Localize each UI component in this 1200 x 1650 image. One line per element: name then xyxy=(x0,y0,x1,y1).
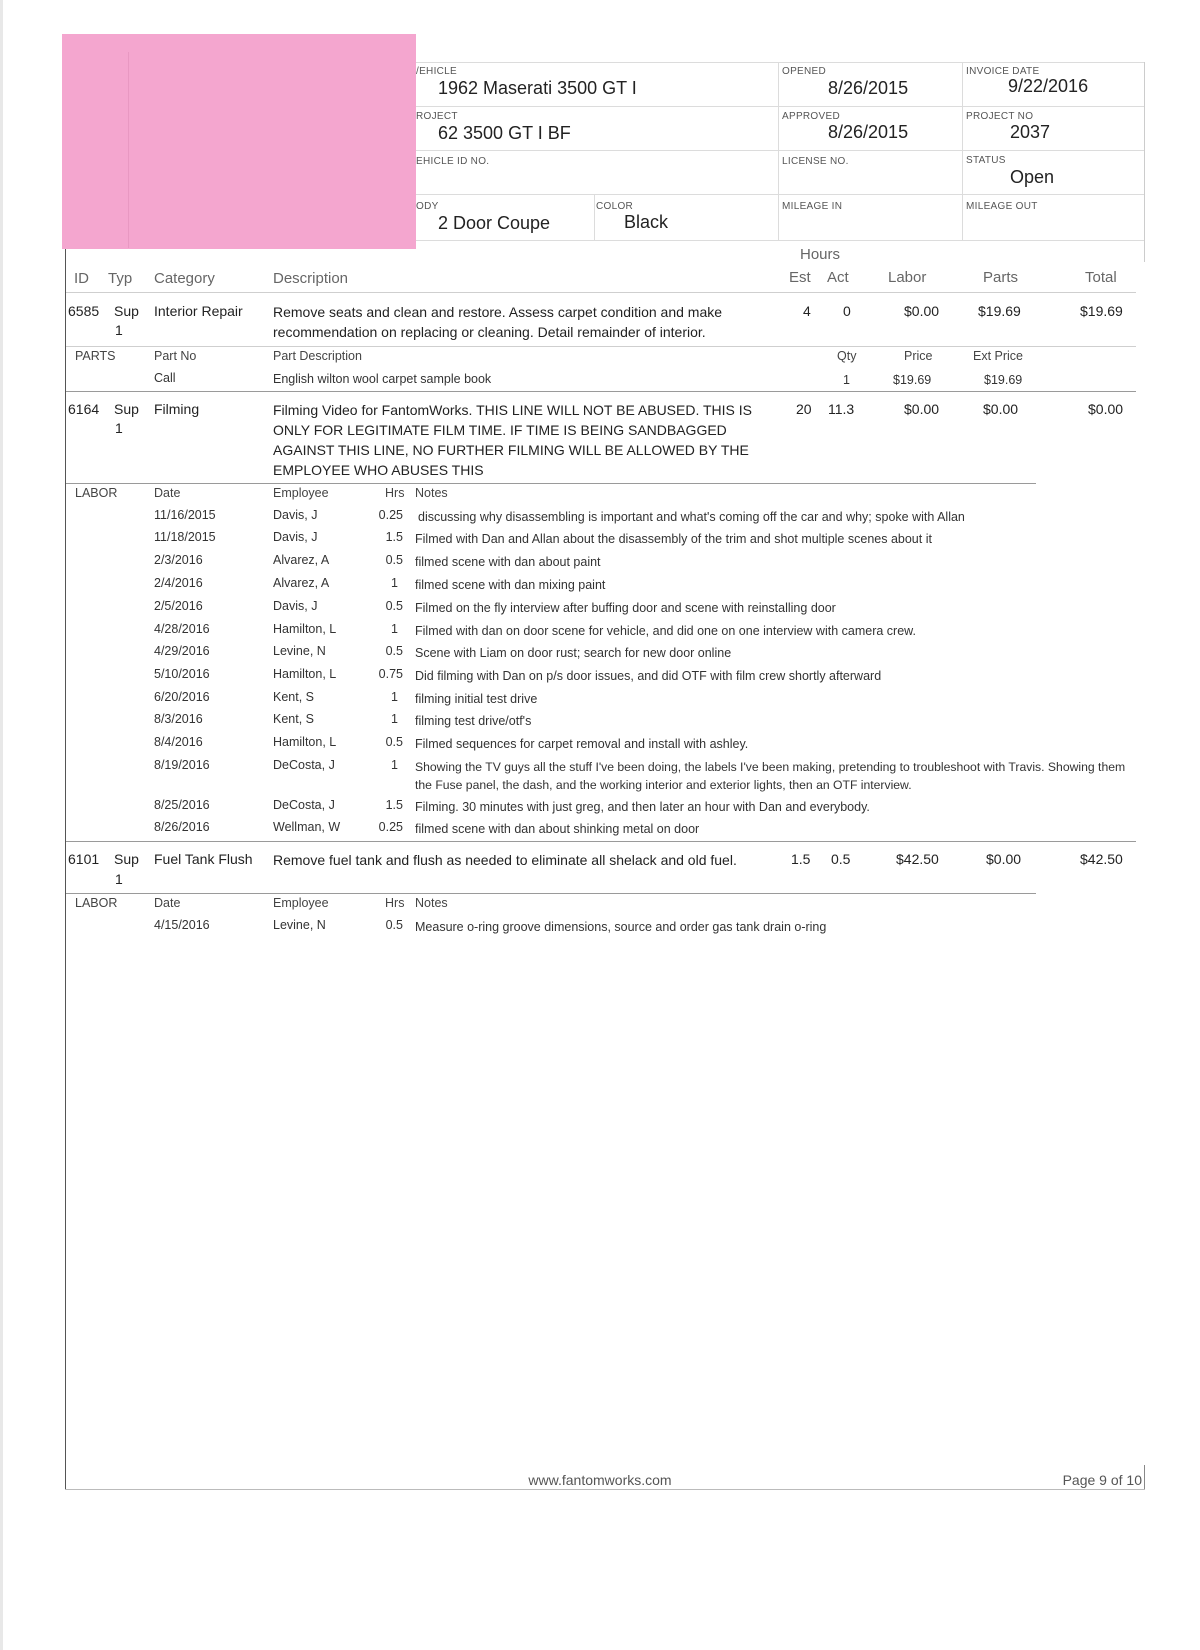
page-frame-bottom xyxy=(65,1489,1145,1490)
labor-date: 2/5/2016 xyxy=(154,599,203,613)
labor-head-notes: Notes xyxy=(415,486,448,500)
project-label: ROJECT xyxy=(416,111,458,122)
job-total: $19.69 xyxy=(1080,303,1123,319)
job-description: Filming Video for FantomWorks. THIS LINE WILL NOT BE ABUSED. THIS IS ONLY FOR LEGITIMATE FILM TIME. IF TIME IS BEING SANDBAGGED AGAINST THIS LINE, NO FURTHER FILMING WILL BE ALLOWED BY THE EMPLOYEE WHO ABUSES THIS xyxy=(273,402,753,478)
job-typ: Sup xyxy=(114,303,139,319)
job-parts: $0.00 xyxy=(983,401,1019,417)
labor-hrs: 1.5 xyxy=(385,530,403,544)
labor-head-notes: Notes xyxy=(415,896,448,910)
job-labor: $42.50 xyxy=(896,851,939,867)
job-est: 1.5 xyxy=(791,851,811,867)
labor-hrs: 0.5 xyxy=(385,735,403,749)
labor-hrs: 0.25 xyxy=(378,508,403,522)
labor-employee: Davis, J xyxy=(273,508,318,522)
opened-label: OPENED xyxy=(782,66,827,77)
job-typ: Sup xyxy=(114,851,139,867)
col-description: Description xyxy=(273,270,349,287)
job-description: Remove seats and clean and restore. Assess carpet condition and make recommendation on replacing or cleaning. Detail remainder of interior. xyxy=(273,304,723,340)
labor-head-hrs: Hrs xyxy=(385,896,405,910)
labor-section-label: LABOR xyxy=(75,486,118,500)
job-typ-num: 1 xyxy=(115,322,123,338)
job-labor: $0.00 xyxy=(904,303,940,319)
redacted-block xyxy=(62,34,416,249)
parts-head-price: Price xyxy=(904,349,933,363)
job-id: 6101 xyxy=(68,851,100,867)
labor-employee: Levine, N xyxy=(273,644,326,658)
labor-notes: Did filming with Dan on p/s door issues, and did OTF with film crew shortly afterward xyxy=(415,669,882,683)
labor-head-hrs: Hrs xyxy=(385,486,405,500)
scan-edge xyxy=(0,0,3,1650)
labor-employee: Hamilton, L xyxy=(273,735,337,749)
labor-hrs: 1 xyxy=(391,758,398,772)
labor-employee: Kent, S xyxy=(273,690,314,704)
parts-head-part-no: Part No xyxy=(154,349,197,363)
col-typ: Typ xyxy=(108,270,133,287)
labor-notes: filming initial test drive xyxy=(415,692,538,706)
labor-notes: Filmed with Dan and Allan about the disassembly of the trim and shot multiple scenes about it xyxy=(415,532,932,546)
labor-hrs: 1 xyxy=(391,622,398,636)
labor-employee: Alvarez, A xyxy=(273,576,330,590)
job-id: 6164 xyxy=(68,401,100,417)
part-ext-price: $19.69 xyxy=(984,373,1023,387)
labor-notes: Scene with Liam on door rust; search for new door online xyxy=(415,646,732,660)
labor-head-employee: Employee xyxy=(273,486,329,500)
opened-value: 8/26/2015 xyxy=(828,78,909,98)
labor-notes: filmed scene with dan mixing paint xyxy=(415,578,606,592)
labor-date: 11/16/2015 xyxy=(154,508,216,522)
col-labor: Labor xyxy=(888,269,927,286)
job-category: Fuel Tank Flush xyxy=(154,851,253,867)
project-no-value: 2037 xyxy=(1010,122,1051,142)
labor-employee: Hamilton, L xyxy=(273,622,337,636)
labor-employee: Kent, S xyxy=(273,712,314,726)
labor-hrs: 0.5 xyxy=(385,553,403,567)
job-total: $42.50 xyxy=(1080,851,1123,867)
labor-employee: Levine, N xyxy=(273,918,326,932)
labor-employee: DeCosta, J xyxy=(273,758,335,772)
status-label: STATUS xyxy=(966,155,1006,166)
labor-hrs: 1.5 xyxy=(385,798,403,812)
labor-employee: Alvarez, A xyxy=(273,553,330,567)
labor-hrs: 1 xyxy=(391,576,398,590)
labor-date: 2/4/2016 xyxy=(154,576,203,590)
labor-date: 8/19/2016 xyxy=(154,758,210,772)
license-label: LICENSE NO. xyxy=(782,156,849,167)
labor-head-date: Date xyxy=(154,486,181,500)
vehicle-label: /EHICLE xyxy=(416,66,458,77)
labor-hrs: 0.5 xyxy=(385,918,403,932)
part-price: $19.69 xyxy=(893,373,932,387)
labor-notes: Filmed on the fly interview after buffing door and scene with reinstalling door xyxy=(415,601,836,615)
job-est: 20 xyxy=(796,401,812,417)
labor-employee: Hamilton, L xyxy=(273,667,337,681)
color-label: COLOR xyxy=(596,201,634,212)
invoice-date-value: 9/22/2016 xyxy=(1008,76,1089,96)
parts-head-qty: Qty xyxy=(837,349,857,363)
labor-notes: discussing why disassembling is important and what's coming off the car and why; spoke with Allan xyxy=(418,510,965,524)
labor-section-label: LABOR xyxy=(75,896,118,910)
labor-date: 8/4/2016 xyxy=(154,735,203,749)
job-description: Remove fuel tank and flush as needed to eliminate all shelack and old fuel. xyxy=(273,852,737,868)
labor-date: 4/29/2016 xyxy=(154,644,210,658)
labor-employee: Davis, J xyxy=(273,599,318,613)
labor-employee: DeCosta, J xyxy=(273,798,335,812)
footer-url: www.fantomworks.com xyxy=(528,1472,672,1488)
labor-notes: Filmed with dan on door scene for vehicle, and did one on one interview with camera crew. xyxy=(415,624,916,638)
col-total: Total xyxy=(1085,269,1117,286)
approved-label: APPROVED xyxy=(782,111,840,122)
job-typ: Sup xyxy=(114,401,139,417)
vehicle-value: 1962 Maserati 3500 GT I xyxy=(438,78,637,98)
labor-notes: Showing the TV guys all the stuff I've been doing, the labels I've been making, pretending to troubleshoot with Travis. Showing them the Fuse panel, the dash, and the working interior and exterior lights, then an OTF interview. xyxy=(415,760,1126,792)
labor-date: 5/10/2016 xyxy=(154,667,210,681)
col-est: Est xyxy=(789,269,811,286)
labor-hrs: 0.5 xyxy=(385,599,403,613)
labor-notes: Filming. 30 minutes with just greg, and then later an hour with Dan and everybody. xyxy=(415,800,870,814)
labor-notes: Filmed sequences for carpet removal and install with ashley. xyxy=(415,737,749,751)
col-hours: Hours xyxy=(800,246,841,263)
mileage-in-label: MILEAGE IN xyxy=(782,201,843,212)
labor-date: 6/20/2016 xyxy=(154,690,210,704)
job-parts: $19.69 xyxy=(978,303,1021,319)
parts-section-label: PARTS xyxy=(75,349,116,363)
labor-hrs: 1 xyxy=(391,712,398,726)
labor-date: 2/3/2016 xyxy=(154,553,203,567)
labor-date: 8/3/2016 xyxy=(154,712,203,726)
page-number: Page 9 of 10 xyxy=(1062,1472,1142,1488)
col-category: Category xyxy=(154,270,215,287)
part-no: Call xyxy=(154,371,176,385)
labor-date: 4/28/2016 xyxy=(154,622,210,636)
job-est: 4 xyxy=(803,303,811,319)
status-value: Open xyxy=(1010,167,1055,187)
job-category: Filming xyxy=(154,401,200,417)
job-act: 0.5 xyxy=(831,851,851,867)
job-labor: $0.00 xyxy=(904,401,940,417)
col-id: ID xyxy=(74,270,89,287)
approved-value: 8/26/2015 xyxy=(828,122,909,142)
page-frame-right xyxy=(1144,62,1145,262)
body-label: ODY xyxy=(416,201,439,212)
project-no-label: PROJECT NO xyxy=(966,111,1034,122)
part-desc: English wilton wool carpet sample book xyxy=(273,372,492,386)
redaction-seam xyxy=(128,52,129,248)
invoice-date-label: INVOICE DATE xyxy=(966,66,1040,77)
labor-head-date: Date xyxy=(154,896,181,910)
col-parts: Parts xyxy=(983,269,1019,286)
body-value: 2 Door Coupe xyxy=(438,213,551,233)
labor-notes: filmed scene with dan about shinking metal on door xyxy=(415,822,700,836)
job-category: Interior Repair xyxy=(154,303,243,319)
job-parts: $0.00 xyxy=(986,851,1022,867)
labor-date: 11/18/2015 xyxy=(154,530,216,544)
labor-hrs: 0.5 xyxy=(385,644,403,658)
parts-head-part-desc: Part Description xyxy=(273,349,362,363)
labor-employee: Wellman, W xyxy=(273,820,341,834)
job-typ-num: 1 xyxy=(115,420,123,436)
job-act: 11.3 xyxy=(828,401,855,417)
labor-hrs: 1 xyxy=(391,690,398,704)
labor-date: 8/25/2016 xyxy=(154,798,210,812)
labor-hrs: 0.75 xyxy=(378,667,403,681)
job-act: 0 xyxy=(843,303,851,319)
job-id: 6585 xyxy=(68,303,100,319)
mileage-out-label: MILEAGE OUT xyxy=(966,201,1038,212)
job-total: $0.00 xyxy=(1088,401,1124,417)
labor-hrs: 0.25 xyxy=(378,820,403,834)
labor-date: 4/15/2016 xyxy=(154,918,210,932)
job-typ-num: 1 xyxy=(115,871,123,887)
page-frame-left xyxy=(65,35,66,1490)
labor-date: 8/26/2016 xyxy=(154,820,210,834)
labor-notes: filmed scene with dan about paint xyxy=(415,555,601,569)
part-qty: 1 xyxy=(843,373,850,387)
labor-employee: Davis, J xyxy=(273,530,318,544)
labor-notes: filming test drive/otf's xyxy=(415,714,532,728)
parts-head-ext-price: Ext Price xyxy=(973,349,1024,363)
vin-label: EHICLE ID NO. xyxy=(416,156,490,167)
project-value: 62 3500 GT I BF xyxy=(438,123,571,143)
labor-notes: Measure o-ring groove dimensions, source and order gas tank drain o-ring xyxy=(415,920,827,934)
color-value: Black xyxy=(624,212,669,232)
labor-head-employee: Employee xyxy=(273,896,329,910)
col-act: Act xyxy=(827,269,849,286)
